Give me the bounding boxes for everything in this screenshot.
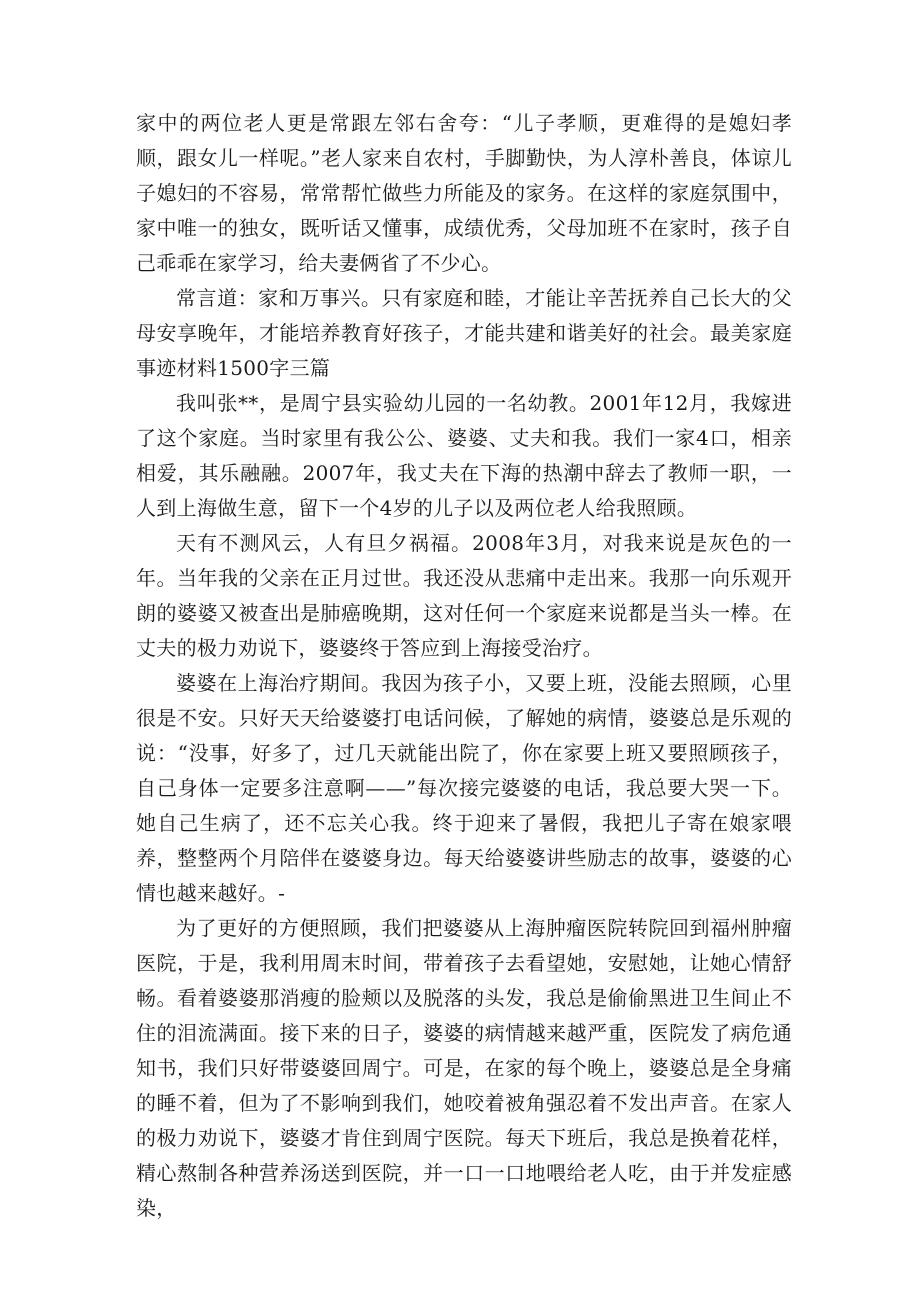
paragraph: 天有不测风云，人有旦夕祸福。2008年3月，对我来说是灰色的一年。当年我的父亲在正月过世。我还没从悲痛中走出来。我那一向乐观开朗的婆婆又被查出是肺癌晚期，这对任何一个家庭来说都是当头一棒。在丈夫的极力劝说下，婆婆终于答应到上海接受治疗。 xyxy=(136,531,792,660)
paragraph: 家中的两位老人更是常跟左邻右舍夸：“儿子孝顺，更难得的是媳妇孝顺，跟女儿一样呢。”老人家来自农村，手脚勤快，为人淳朴善良，体谅儿子媳妇的不容易，常常帮忙做些力所能及的家务。在这样的家庭氛围中，家中唯一的独女，既听话又懂事，成绩优秀，父母加班不在家时，孩子自己乖乖在家学习，给夫妻俩省了不少心。 xyxy=(136,111,792,275)
paragraph: 为了更好的方便照顾，我们把婆婆从上海肿瘤医院转院回到福州肿瘤医院，于是，我利用周末时间，带着孩子去看望她，安慰她，让她心情舒畅。看着婆婆那消瘦的脸颊以及脱落的头发，我总是偷偷黑进卫生间止不住的泪流满面。接下来的日子，婆婆的病情越来越严重，医院发了病危通知书，我们只好带婆婆回周宁。可是，在家的每个晚上，婆婆总是全身痛的睡不着，但为了不影响到我们，她咬着被角强忍着不发出声音。在家人的极力劝说下，婆婆才肯住到周宁医院。每天下班后，我总是换着花样，精心熬制各种营养汤送到医院，并一口一口地喂给老人吃，由于并发症感染， xyxy=(136,916,792,1220)
paragraph: 常言道：家和万事兴。只有家庭和睦，才能让辛苦抚养自己长大的父母安享晚年，才能培养教育好孩子，才能共建和谐美好的社会。最美家庭事迹材料1500字三篇 xyxy=(136,286,792,380)
paragraph: 我叫张**，是周宁县实验幼儿园的一名幼教。2001年12月，我嫁进了这个家庭。当时家里有我公公、婆婆、丈夫和我。我们一家4口，相亲相爱，其乐融融。2007年，我丈夫在下海的热潮中辞去了教师一职，一人到上海做生意，留下一个4岁的儿子以及两位老人给我照顾。 xyxy=(136,391,792,520)
paragraph: 婆婆在上海治疗期间。我因为孩子小，又要上班，没能去照顾，心里很是不安。只好天天给婆婆打电话问候，了解她的病情，婆婆总是乐观的说：“没事，好多了，过几天就能出院了，你在家要上班又要照顾孩子，自己身体一定要多注意啊——”每次接完婆婆的电话，我总要大哭一下。她自己生病了，还不忘关心我。终于迎来了暑假，我把儿子寄在娘家喂养，整整两个月陪伴在婆婆身边。每天给婆婆讲些励志的故事，婆婆的心情也越来越好。- xyxy=(136,671,792,905)
document-body xyxy=(136,106,792,1226)
